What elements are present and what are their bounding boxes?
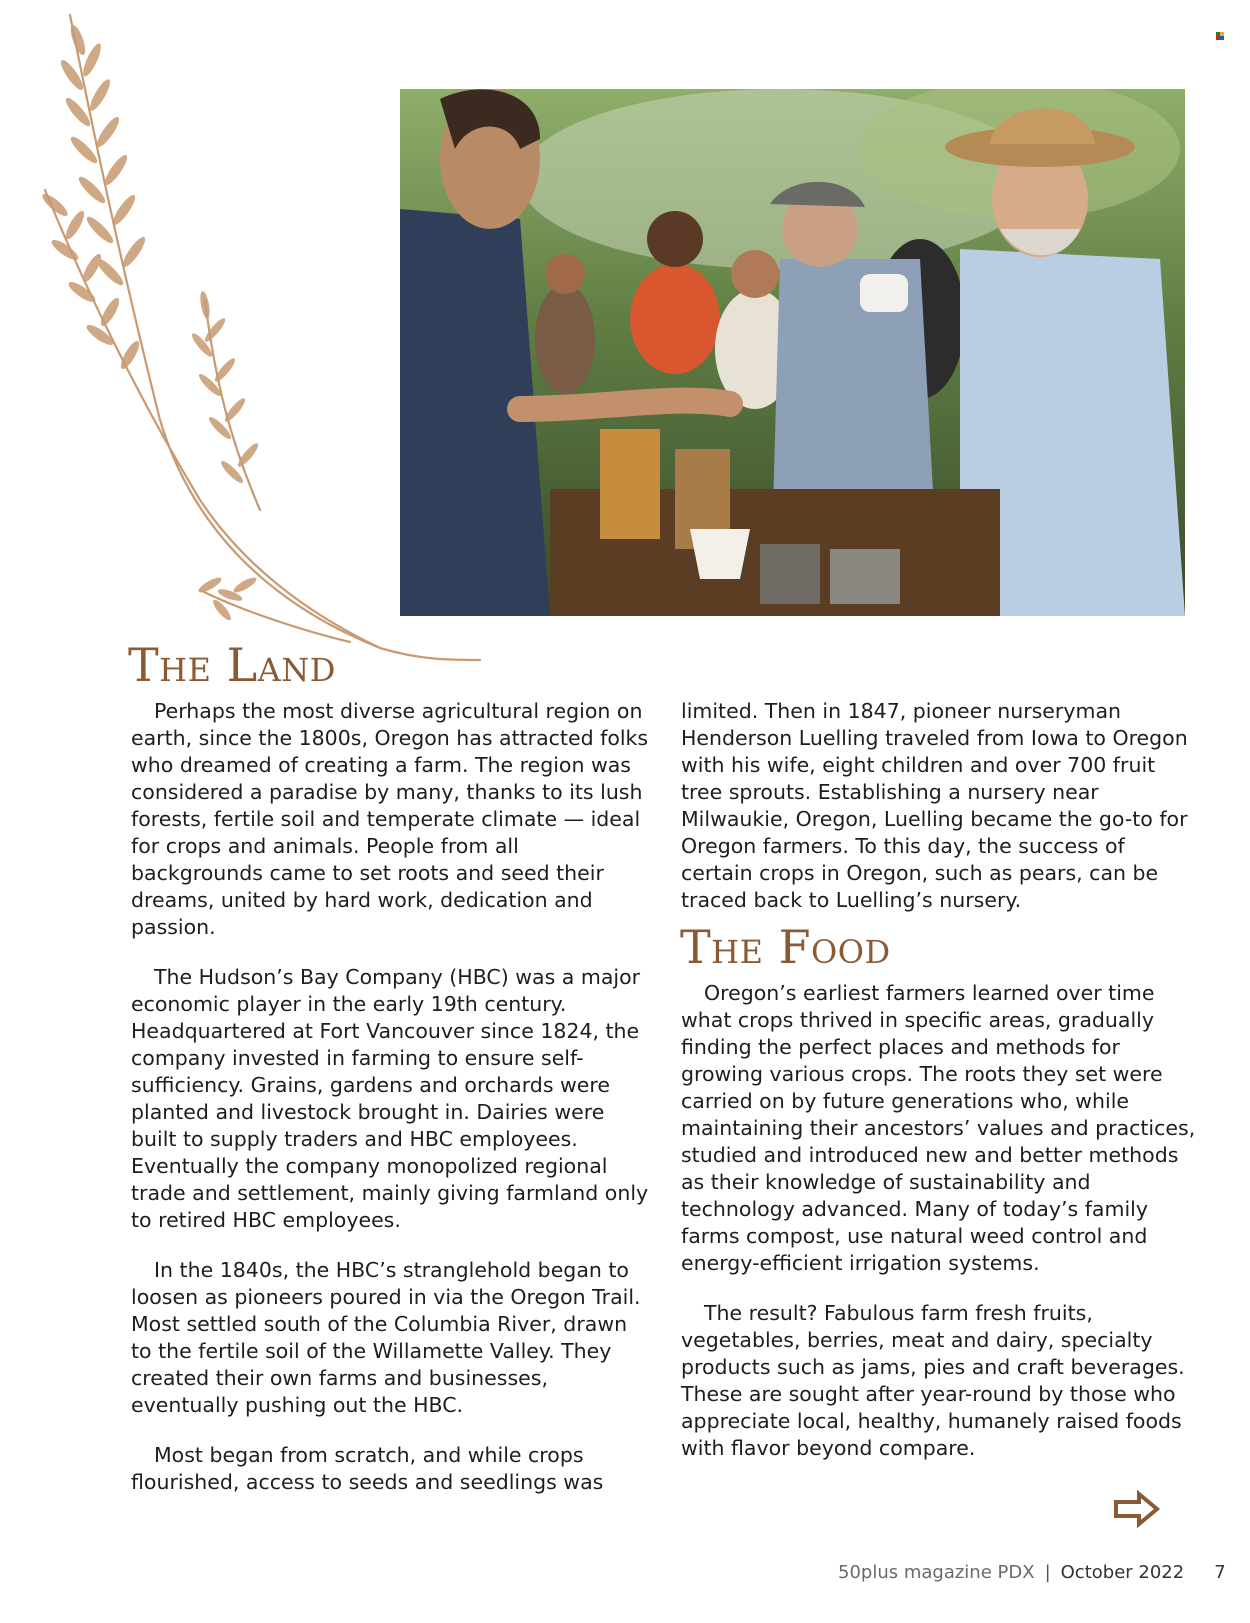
publication-name: 50plus magazine PDX	[838, 1562, 1035, 1583]
paragraph: Oregon’s earliest farmers learned over time what crops thrived in specific areas, gradually finding the perfect places and methods for growing various crops. The roots they set were carried on by future generations who, while maintaining their ancestors’ values and practices, studied and introduced new and better methods as their knowledge of sustainability and technology advanced. Many of today’s family farms compost, use natural weed control and energy-efficient irrigation systems.	[681, 981, 1196, 1275]
paragraph: The Hudson’s Bay Company (HBC) was a major economic player in the early 19th century. Headquartered at Fort Vancouver since 1824, the company invested in farming to ensure self-sufficiency. Grains, gardens and orchards were planted and livestock brought in. Dairies were built to supply traders and HBC employees. Eventually the company monopolized regional trade and settlement, mainly giving farmland only to retired HBC employees.	[131, 965, 649, 1232]
left-column	[131, 698, 651, 1519]
section-heading-land: The Land	[128, 638, 336, 692]
next-page-arrow-icon[interactable]	[1113, 1490, 1161, 1528]
footer-separator: |	[1044, 1562, 1051, 1583]
corner-mark-icon	[1216, 32, 1224, 40]
page-footer	[838, 1562, 1226, 1583]
paragraph-continuation: limited. Then in 1847, pioneer nurseryman Henderson Luelling traveled from Iowa to Oregon with his wife, eight children and over 700 fruit tree sprouts. Establishing a nursery near Milwaukie, Oregon, Luelling became the go-to for Oregon farmers. To this day, the success of certain crops in Oregon, such as pears, can be traced back to Luelling’s nursery.	[681, 699, 1188, 912]
paragraph: The result? Fabulous farm fresh fruits, vegetables, berries, meat and dairy, specialty products such as jams, pies and craft beverages. These are sought after year-round by those who appreciate local, healthy, humanely raised foods with flavor beyond compare.	[681, 1301, 1185, 1460]
paragraph: Perhaps the most diverse agricultural region on earth, since the 1800s, Oregon has attracted folks who dreamed of creating a farm. The region was considered a paradise by many, thanks to its lush forests, fertile soil and temperate climate — ideal for crops and animals. People from all backgrounds came to set roots and seed their dreams, united by hard work, dedication and passion.	[131, 699, 649, 939]
page-number: 7	[1214, 1562, 1226, 1583]
section-heading-food: The Food	[680, 920, 891, 974]
food-column	[681, 980, 1201, 1485]
issue-date: October 2022	[1060, 1562, 1185, 1583]
right-column	[681, 698, 1201, 937]
paragraph: Most began from scratch, and while crops flourished, access to seeds and seedlings was	[131, 1443, 604, 1494]
market-photo	[400, 89, 1185, 616]
paragraph: In the 1840s, the HBC’s stranglehold began to loosen as pioneers poured in via the Oregon Trail. Most settled south of the Columbia River, drawn to the fertile soil of the Willamette Valley. They created their own farms and businesses, eventually pushing out the HBC.	[131, 1258, 641, 1417]
